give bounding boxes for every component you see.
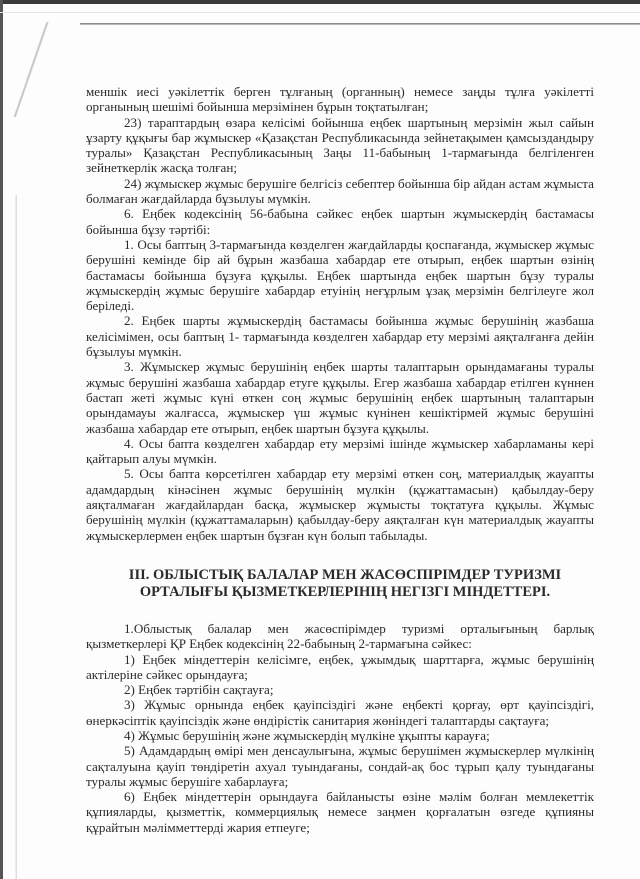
paragraph-duty-6: 6) Еңбек міндеттерін орындауға байланысты өзіне мәлім болған мемлекеттік құпияларды, қызметтік, коммерциялық немесе заңмен қорғалатын өзгеде құпияны құрайтын мәлімметтерді жария етпеуге; (86, 789, 594, 835)
page-top-edge (80, 23, 640, 25)
paragraph-section-6: 6. Еңбек кодексінің 56-бабына сәйкес еңбек шартын жұмыскердің бастамасы бойынша бұзу тәртібі: (86, 206, 594, 237)
paragraph-item-23: 23) тараптардың өзара келісімі бойынша еңбек шартының мерзімін жыл сайын ұзарту құқығы бар жұмыскер «Қазақстан Республикасында зейнетақымен қамсыздандыру туралы» Қазақстан Республикасының Заңы 11-бабының 1-тармағында белгіленген зейнеткерлік жасқа толған; (86, 114, 594, 176)
paragraph-clause-1: 1. Осы баптың 3-тармағында көзделген жағдайларды қоспағанда, жұмыскер жұмыс берушіні кемінде бір ай бұрын жазбаша хабардар ете отырып, еңбек шартын өзінің бастамасы бойынша бұзуға құқылы. Еңбек шартында еңбек шартын бұзу туралы жұмыскердің жұмыс берушіге хабардар етуінің неғұрлым ұзақ мерзімін белгілеуге жол беріледі. (86, 236, 594, 314)
paragraph-clause-5: 5. Осы бапта көрсетілген хабардар ету мерзімі өткен соң, материалдық жауапты адамдардың кінәсінен жұмыс берушінің мүлкін (құжаттамасын) қабылдау-беру аяқталмаған жағдайлардан басқа, жұмыскер жұмысты тоқтатуға құқылы. Жұмыс берушінің мүлкін (құжаттамаларын) қабылдау-беру аяқталған күн материалдық жауапты жұмыскерлермен еңбек шартын бұзған күн болып табылады. (86, 466, 594, 543)
paragraph-clause-2: 2. Еңбек шарты жұмыскердің бастамасы бойынша жұмыс берушінің жазбаша келісімімен, осы баптың 1- тармағында көзделген хабардар ету мерзімі аяқталғанға дейін бұзылуы мүмкін. (86, 313, 594, 360)
section-heading-line-1: III. ОБЛЫСТЫҚ БАЛАЛАР МЕН ЖАСӨСПІРІМДЕР ТУРИЗМІ (128, 566, 562, 583)
paragraph-duties-intro: 1.Облыстық балалар мен жасөспірімдер туризмі орталығының барлық қызметкерлері ҚР Еңбек кодексінің 22-бабының 2-тармағына сәйкес: (86, 620, 594, 652)
scan-edge-line (0, 12, 640, 13)
document-page (86, 84, 594, 835)
paragraph-item-24: 24) жұмыскер жұмыс берушіге белгісіз себептер бойынша бір айдан астам жұмыста болмаған жағдайларда бұзылуы мүмкін. (86, 175, 594, 207)
paragraph-duty-1: 1) Еңбек міндеттерін келісімге, еңбек, ұжымдық шарттарға, жұмыс берушінің актілеріне сәйкес орындауға; (86, 651, 594, 682)
paragraph-duty-2: 2) Еңбек тәртібін сақтауға; (124, 682, 274, 698)
page-left-edge (15, 195, 17, 879)
paragraph-clause-4: 4. Осы бапта көзделген хабардар ету мерзімі ішінде жұмыскер хабарламаны кері қайтарып алуы мүмкін. (86, 435, 594, 467)
page-fold-mark (13, 22, 49, 117)
paragraph-duty-4: 4) Жұмыс берушінің және жұмыскердің мүлкіне ұқыпты карауға; (124, 727, 490, 743)
paragraph: меншік иесі уәкілеттік берген тұлғаның (органның) немесе заңды тұлға уәкілетті органының шешімі бойынша мерзімінен бұрын тоқтатылған; (86, 84, 594, 115)
paragraph-duty-3: 3) Жұмыс орнында еңбек қауіпсіздігі және еңбекті қорғау, өрт қауіпсіздігі, өнеркәсіптік қауіпсіздік және өндірістік санитария жөніндегі талаптарды сақтауға; (86, 697, 594, 728)
paragraph-duty-5: 5) Адамдардың өмірі мен денсаулығына, жұмыс берушімен жұмыскерлер мүлкінің сақталуына қауіп төндіретін ахуал туындағаны, сондай-ақ бос тұрып қалу туындағаны туралы жұмыс берушіге хабарлауға; (86, 743, 594, 789)
scan-border-left (0, 0, 3, 879)
section-heading (86, 567, 594, 601)
section-heading-line-2: ОРТАЛЫҒЫ ҚЫЗМЕТКЕРЛЕРІНІҢ НЕГІЗГІ МІНДЕТТЕРІ. (139, 583, 551, 600)
paragraph-clause-3: 3. Жұмыскер жұмыс берушінің еңбек шарты талаптарын орындамағаны туралы жұмыс берушіні жазбаша хабардар етуге құқылы. Егер жазбаша хабардар етілген күннен бастап жеті жұмыс күні өткен соң жұмыс берушінің еңбек шартының талаптарын орындамауы жалғасса, жұмыскер үш жұмыс күнінен кешіктірмей жұмыс берушіні жазбаша хабардар ете отырып, еңбек шартын бұзуға құқылы. (86, 359, 594, 436)
scan-border-top (0, 0, 640, 4)
